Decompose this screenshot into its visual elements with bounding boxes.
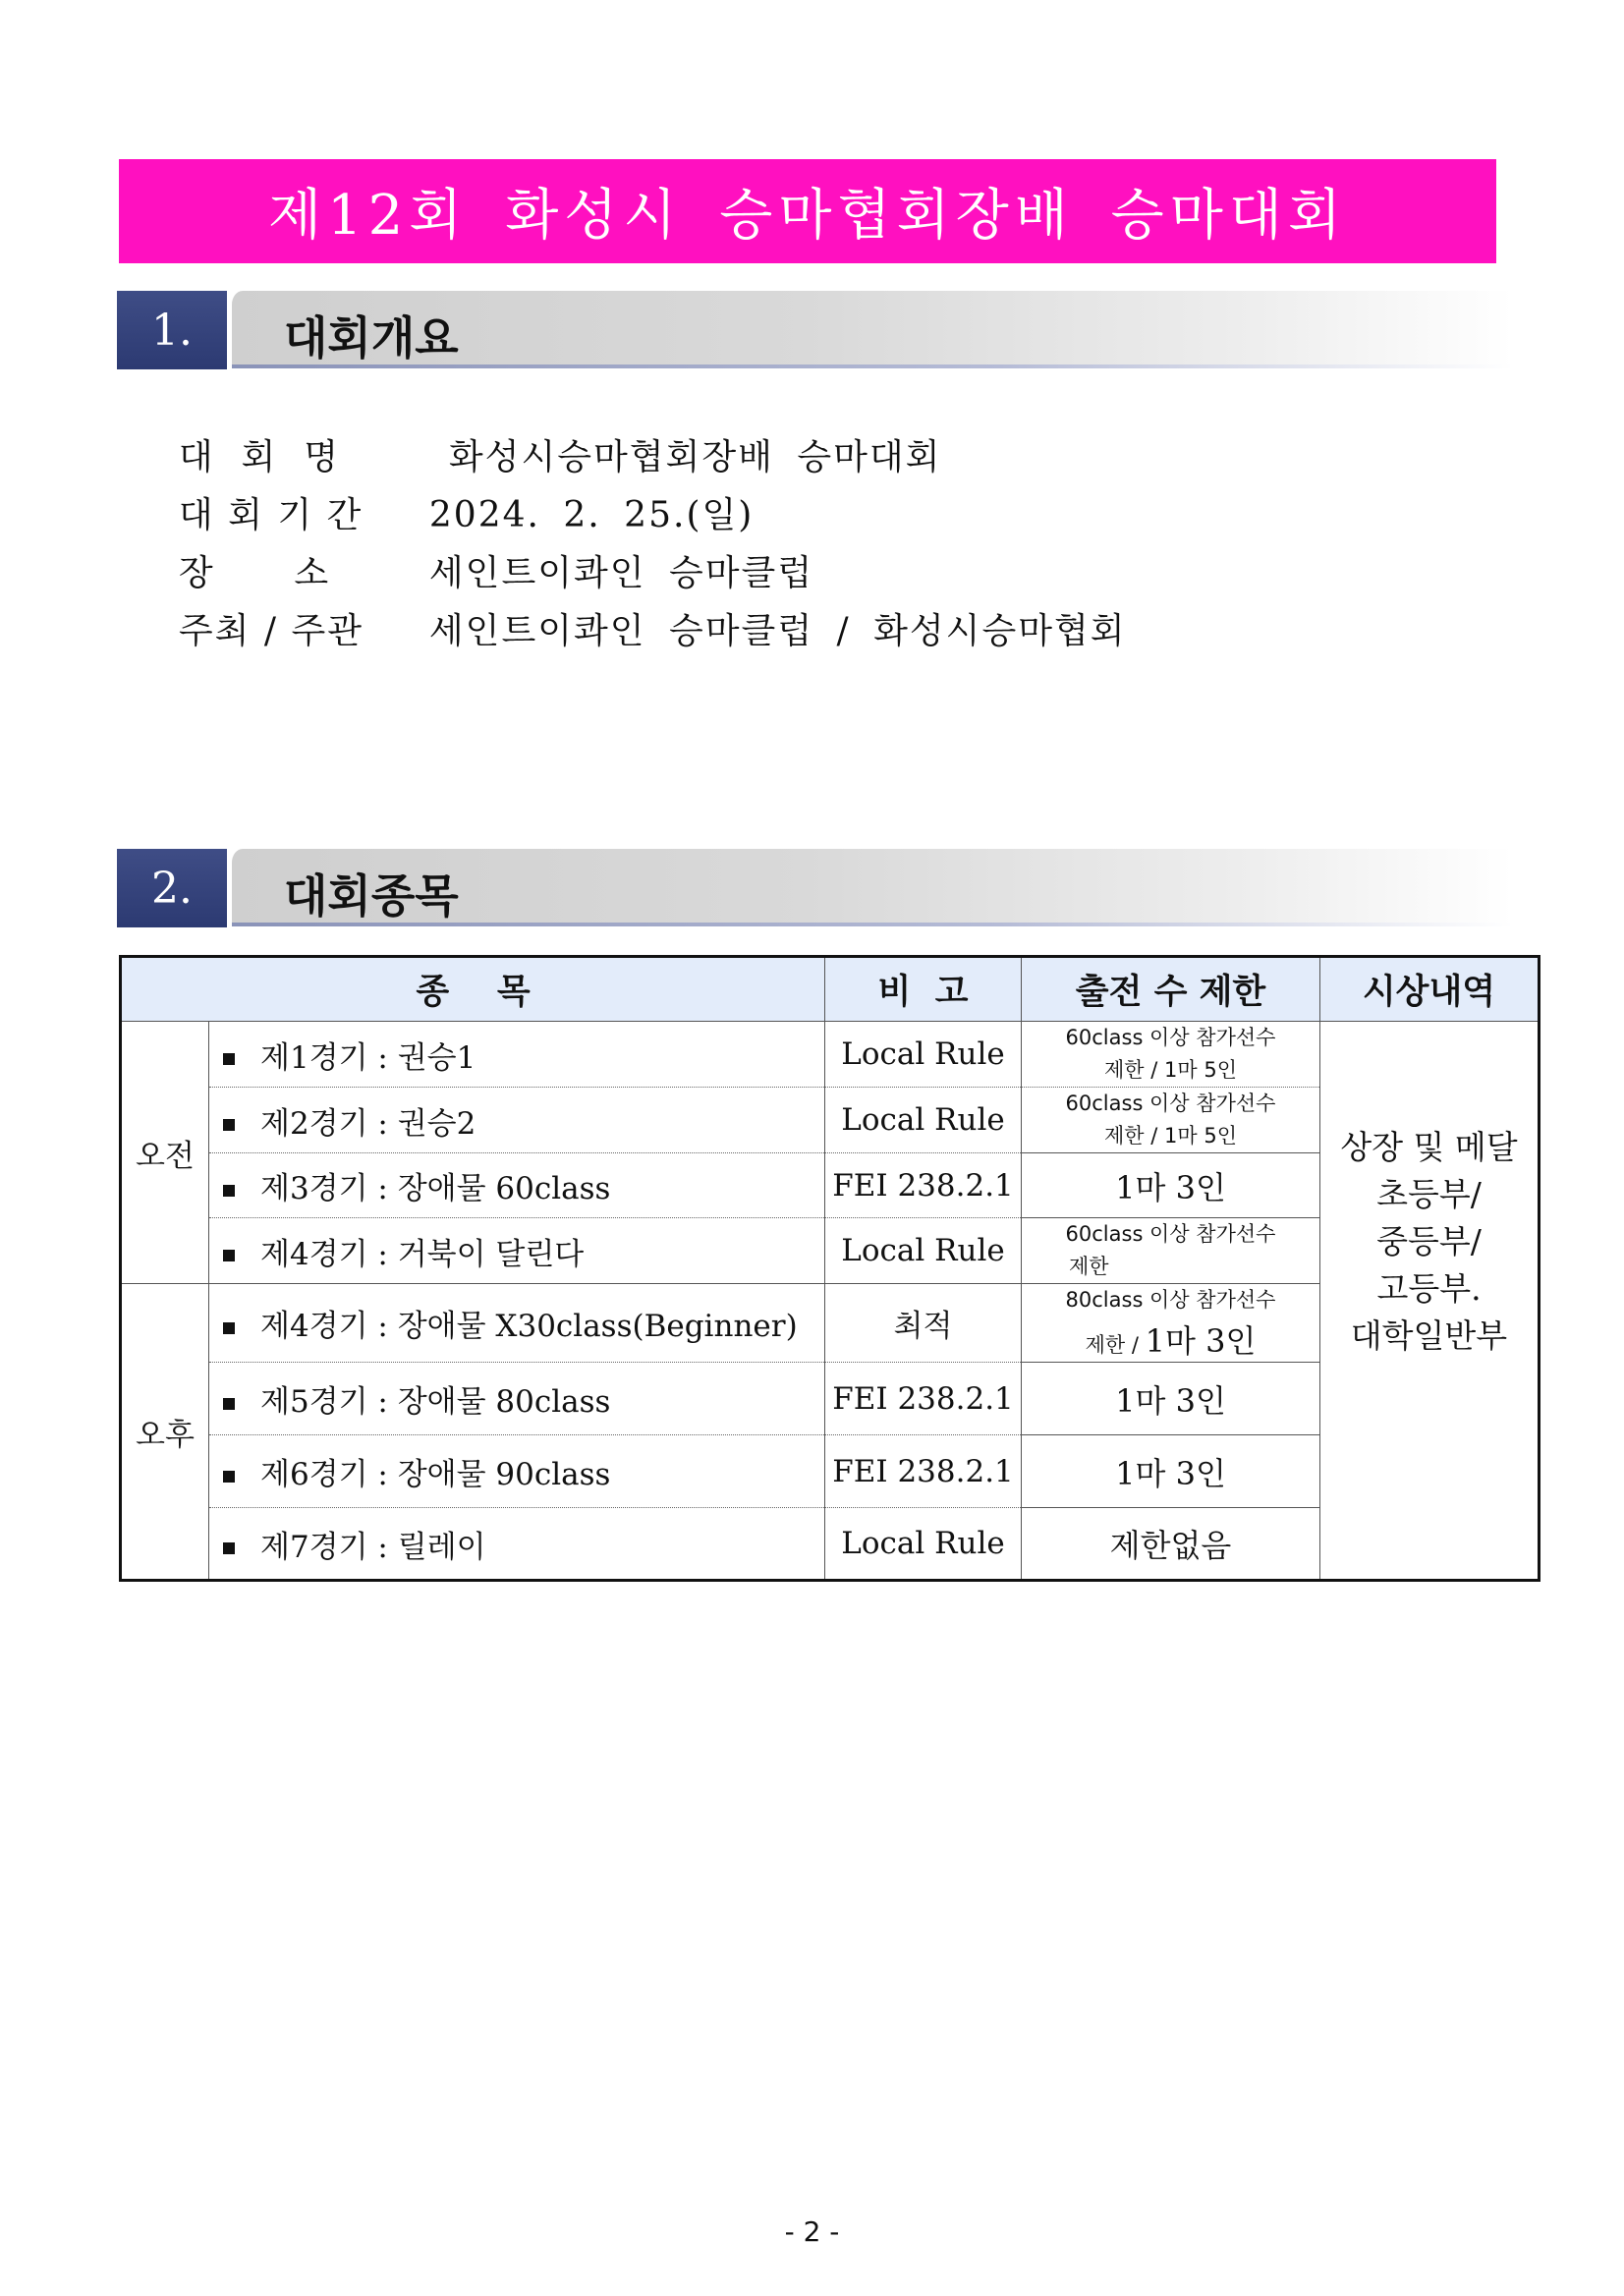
document-title: 제12회 화성시 승마협회장배 승마대회 bbox=[267, 184, 1348, 248]
prize-details: 상장 및 메달 초등부/ 중등부/ 고등부. 대학일반부 bbox=[1320, 1022, 1540, 1581]
event-name: 제3경기 : 장애물 60class bbox=[209, 1153, 825, 1218]
page-number: - 2 - bbox=[784, 2215, 840, 2248]
info-label: 대 회 명 bbox=[178, 437, 340, 477]
bullet-square-icon bbox=[223, 1119, 235, 1131]
event-limit: 제한없음 bbox=[1022, 1508, 1320, 1581]
period-pm: 오후 bbox=[121, 1284, 209, 1581]
period-am: 오전 bbox=[121, 1022, 209, 1284]
section-2-title: 대회종목 bbox=[284, 869, 459, 923]
event-note: 최적 bbox=[825, 1284, 1022, 1363]
info-value: 2024. 2. 25.(일) bbox=[428, 495, 755, 535]
event-name: 제6경기 : 장애물 90class bbox=[209, 1435, 825, 1508]
event-limit: 1마 3인 bbox=[1022, 1153, 1320, 1218]
info-label: 장 소 bbox=[178, 553, 331, 593]
section-1-number: 1. bbox=[117, 291, 227, 369]
bullet-square-icon bbox=[223, 1542, 235, 1554]
section-1-header bbox=[117, 291, 1513, 369]
event-name: 제1경기 : 권승1 bbox=[209, 1022, 825, 1088]
event-limit: 1마 3인 bbox=[1022, 1435, 1320, 1508]
event-limit: 1마 3인 bbox=[1022, 1363, 1320, 1435]
info-value: 화성시승마협회장배 승마대회 bbox=[448, 437, 942, 477]
event-limit: 60class 이상 참가선수 제한 / 1마 5인 bbox=[1022, 1022, 1320, 1088]
section-2-header bbox=[117, 849, 1513, 927]
event-limit: 80class 이상 참가선수 제한 / 1마 3인 bbox=[1022, 1284, 1320, 1363]
bullet-square-icon bbox=[223, 1398, 235, 1410]
info-label: 주최 / 주관 bbox=[178, 611, 364, 651]
event-note: FEI 238.2.1 bbox=[825, 1153, 1022, 1218]
bullet-square-icon bbox=[223, 1471, 235, 1483]
bullet-square-icon bbox=[223, 1053, 235, 1065]
event-note: FEI 238.2.1 bbox=[825, 1435, 1022, 1508]
header-note: 비 고 bbox=[825, 957, 1022, 1022]
event-name: 제7경기 : 릴레이 bbox=[209, 1508, 825, 1581]
section-2-number: 2. bbox=[117, 849, 227, 927]
info-value: 세인트이콰인 승마클럽 bbox=[428, 553, 814, 593]
info-label: 대 회 기 간 bbox=[178, 495, 364, 535]
bullet-square-icon bbox=[223, 1322, 235, 1334]
event-name: 제4경기 : 장애물 X30class(Beginner) bbox=[209, 1284, 825, 1363]
events-table bbox=[119, 955, 1540, 1582]
event-note: Local Rule bbox=[825, 1088, 1022, 1153]
header-limit: 출전 수 제한 bbox=[1022, 957, 1320, 1022]
section-1-title: 대회개요 bbox=[284, 311, 459, 364]
event-name: 제5경기 : 장애물 80class bbox=[209, 1363, 825, 1435]
event-limit: 60class 이상 참가선수 제한 bbox=[1022, 1218, 1320, 1284]
info-row-host bbox=[152, 563, 1127, 653]
bullet-square-icon bbox=[223, 1250, 235, 1261]
event-note: Local Rule bbox=[825, 1508, 1022, 1581]
bullet-square-icon bbox=[223, 1185, 235, 1197]
event-limit: 60class 이상 참가선수 제한 / 1마 5인 bbox=[1022, 1088, 1320, 1153]
header-event: 종 목 bbox=[121, 957, 825, 1022]
table-header-row bbox=[121, 957, 1540, 1022]
document-title-banner bbox=[119, 159, 1496, 263]
table-row bbox=[121, 1022, 1540, 1088]
event-note: Local Rule bbox=[825, 1022, 1022, 1088]
event-note: FEI 238.2.1 bbox=[825, 1363, 1022, 1435]
info-value: 세인트이콰인 승마클럽 / 화성시승마협회 bbox=[428, 611, 1127, 651]
event-name: 제4경기 : 거북이 달린다 bbox=[209, 1218, 825, 1284]
event-name: 제2경기 : 권승2 bbox=[209, 1088, 825, 1153]
header-prize: 시상내역 bbox=[1320, 957, 1540, 1022]
event-note: Local Rule bbox=[825, 1218, 1022, 1284]
